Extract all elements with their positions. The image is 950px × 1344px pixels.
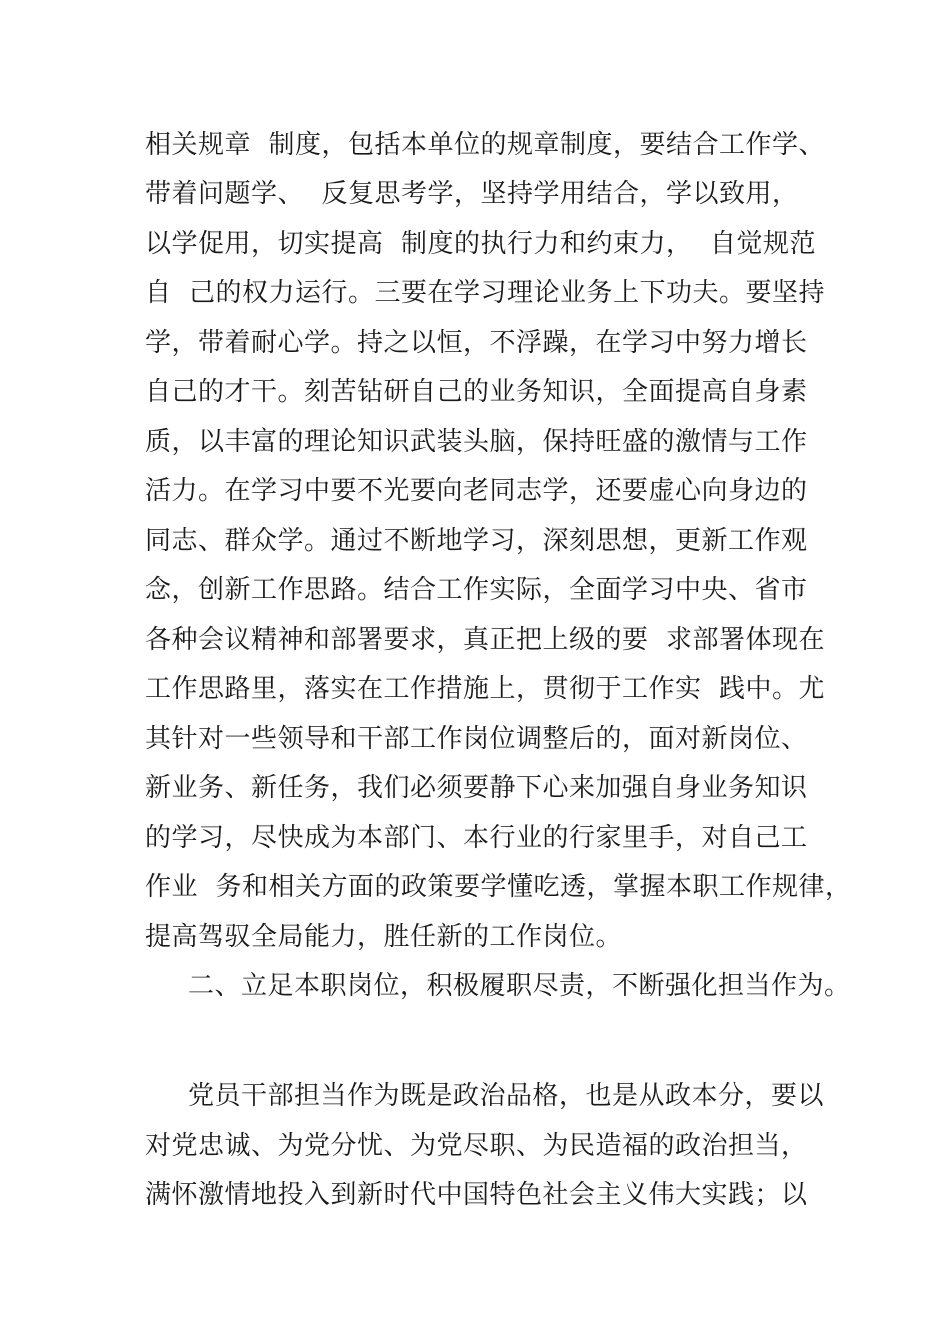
text-line: 对党忠诚、为党分忧、为党尽职、为民造福的政治担当，	[145, 1131, 808, 1161]
text-line: 的学习，尽快成为本部门、本行业的行家里手，对自己工	[145, 823, 808, 853]
text-line: 带着问题学、 反复思考学，坚持学用结合，学以致用，	[145, 179, 799, 209]
text-line: 自 己的权力运行。三要在学习理论业务上下功夫。要坚持	[145, 278, 826, 308]
text-line: 其针对一些领导和干部工作岗位调整后的，面对新岗位、	[145, 724, 808, 754]
text-line: 工作思路里，落实在工作措施上，贯彻于工作实 践中。尤	[145, 674, 826, 704]
text-line: 党员干部担当作为既是政治品格，也是从政本分，要以	[188, 1081, 825, 1111]
text-line: 相关规章 制度，包括本单位的规章制度，要结合工作学、	[145, 130, 826, 160]
section-heading: 二、立足本职岗位，积极履职尽责，不断强化担当作为。	[188, 971, 851, 1001]
text-line: 学，带着耐心学。持之以恒，不浮躁，在学习中努力增长	[145, 328, 808, 358]
text-line: 以学促用，切实提高 制度的执行力和约束力， 自觉规范	[145, 229, 817, 259]
text-line: 作业 务和相关方面的政策要学懂吃透，掌握本职工作规律，	[145, 872, 852, 902]
text-line: 提高驾驭全局能力，胜任新的工作岗位。	[145, 922, 623, 952]
text-line: 新业务、新任务，我们必须要静下心来加强自身业务知识	[145, 773, 808, 803]
text-line: 满怀激情地投入到新时代中国特色社会主义伟大实践；以	[145, 1180, 808, 1210]
text-line: 活力。在学习中要不光要向老同志学，还要虚心向身边的	[145, 476, 808, 506]
text-line: 同志、群众学。通过不断地学习，深刻思想，更新工作观	[145, 526, 808, 556]
text-line: 念，创新工作思路。结合工作实际，全面学习中央、省市	[145, 575, 808, 605]
text-line: 自己的才干。刻苦钻研自己的业务知识，全面提高自身素	[145, 377, 808, 407]
text-line: 各种会议精神和部署要求，真正把上级的要 求部署体现在	[145, 625, 826, 655]
text-line: 质，以丰富的理论知识武装头脑，保持旺盛的激情与工作	[145, 427, 808, 457]
